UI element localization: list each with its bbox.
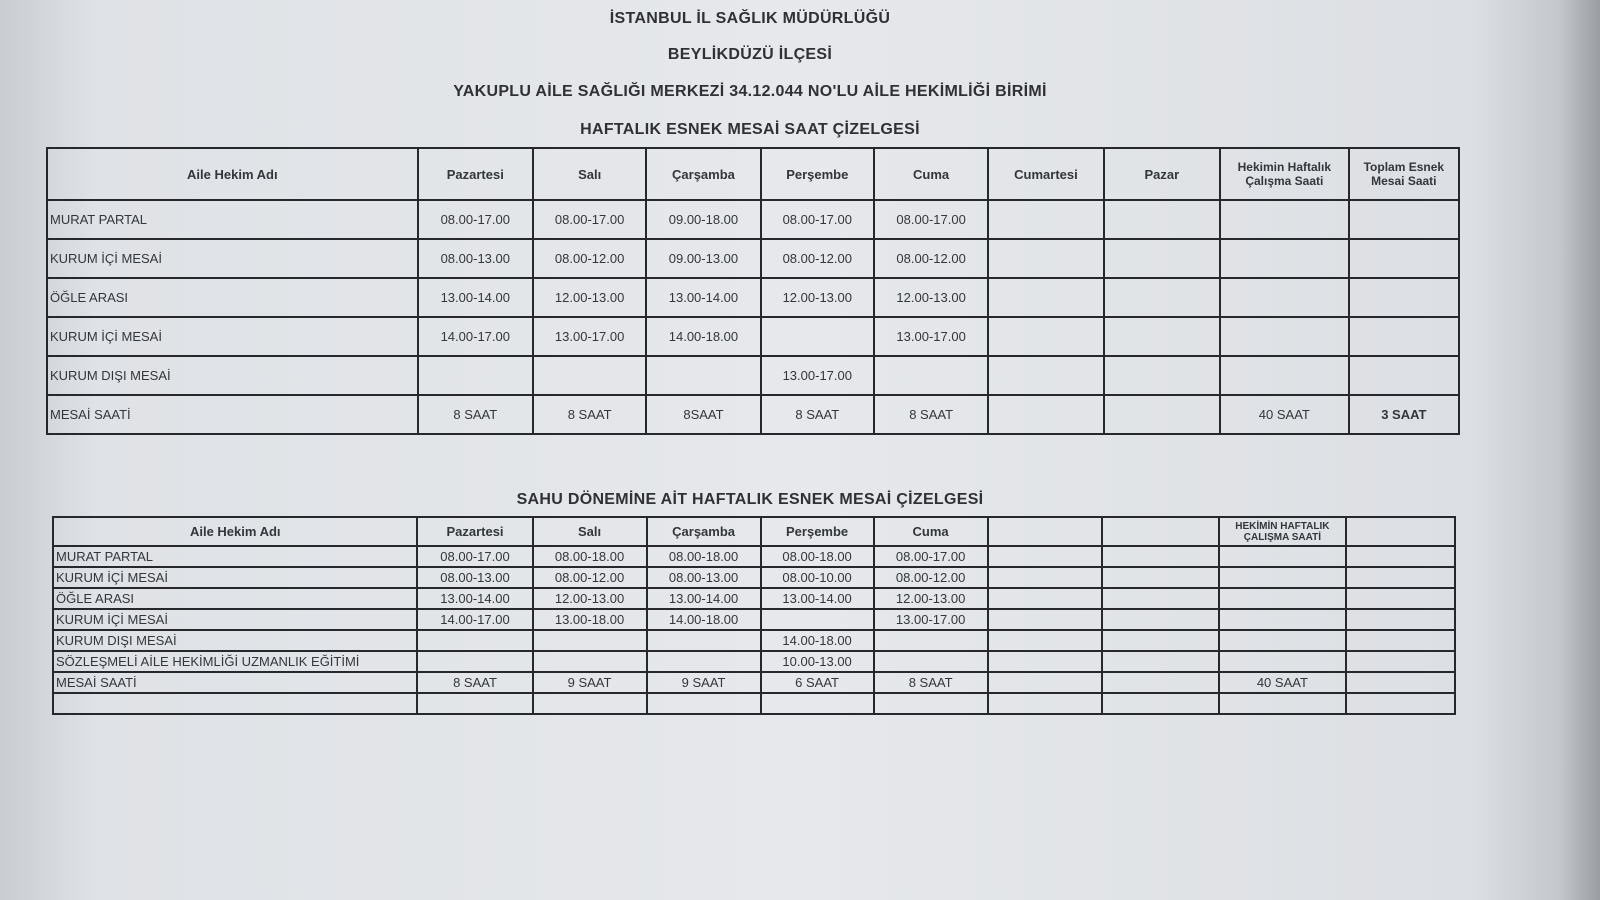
- table-cell: 13.00-17.00: [761, 356, 874, 395]
- table-cell: 8 SAAT: [761, 395, 874, 434]
- table-cell: 13.00-17.00: [533, 317, 646, 356]
- table1-header-cell: Çarşamba: [646, 148, 760, 200]
- table-cell: 08.00-13.00: [647, 567, 761, 588]
- table-cell: [874, 630, 988, 651]
- table-cell: 14.00-17.00: [417, 609, 532, 630]
- table1-header-cell: Hekimin Haftalık Çalışma Saati: [1220, 148, 1349, 200]
- table-cell: [1104, 200, 1220, 239]
- table-row: [53, 546, 1455, 567]
- table-cell: [418, 356, 533, 395]
- table1-header-cell: Toplam Esnek Mesai Saati: [1349, 148, 1459, 200]
- table-cell: 08.00-13.00: [418, 239, 533, 278]
- table-cell: [647, 651, 761, 672]
- table-cell: [988, 567, 1102, 588]
- row-label: KURUM İÇİ MESAİ: [47, 239, 418, 278]
- row-label: KURUM İÇİ MESAİ: [53, 567, 417, 588]
- table-cell: [1102, 630, 1219, 651]
- table1-header-cell: Salı: [533, 148, 646, 200]
- table-cell: [1346, 546, 1455, 567]
- table-row: [53, 567, 1455, 588]
- table-cell: 12.00-13.00: [533, 588, 647, 609]
- table-cell: [1220, 239, 1349, 278]
- row-label: MESAİ SAATİ: [47, 395, 418, 434]
- table1-header-cell: Pazar: [1104, 148, 1220, 200]
- table-cell: 08.00-17.00: [761, 200, 874, 239]
- table-cell: [1220, 317, 1349, 356]
- table-cell: 8 SAAT: [533, 395, 646, 434]
- table-cell: [1346, 651, 1455, 672]
- table-cell: [1346, 630, 1455, 651]
- table-cell: [1104, 395, 1220, 434]
- table-cell: 08.00-17.00: [874, 200, 988, 239]
- table-cell: 8 SAAT: [874, 395, 988, 434]
- table-cell: 08.00-17.00: [417, 546, 532, 567]
- table-cell: [1349, 356, 1459, 395]
- table1-body: [47, 200, 1459, 434]
- table-cell: [1219, 588, 1346, 609]
- table-cell: [1102, 567, 1219, 588]
- table-cell: [533, 693, 647, 714]
- sahu-schedule-title: SAHU DÖNEMİNE AİT HAFTALIK ESNEK MESAİ ÇİZELGESİ: [516, 491, 984, 508]
- table-cell: [988, 588, 1102, 609]
- table-cell: 14.00-17.00: [418, 317, 533, 356]
- table-cell: [647, 630, 761, 651]
- table-cell: 6 SAAT: [761, 672, 874, 693]
- table-cell: [761, 317, 874, 356]
- table2-header-cell: [1346, 517, 1455, 546]
- table-cell: 12.00-13.00: [874, 278, 988, 317]
- table-cell: 08.00-13.00: [417, 567, 532, 588]
- table-row: [53, 630, 1455, 651]
- table-cell: 8SAAT: [646, 395, 760, 434]
- table2-header-cell: Aile Hekim Adı: [53, 517, 417, 546]
- table-cell: 08.00-18.00: [647, 546, 761, 567]
- table-cell: [988, 317, 1103, 356]
- table-cell: [533, 356, 646, 395]
- table-cell: 08.00-10.00: [761, 567, 874, 588]
- table-cell: [1102, 588, 1219, 609]
- table-row: [47, 317, 1459, 356]
- row-label: KURUM İÇİ MESAİ: [53, 609, 417, 630]
- table-cell: 08.00-12.00: [533, 239, 646, 278]
- table-cell: [647, 693, 761, 714]
- schedule-title: HAFTALIK ESNEK MESAİ SAAT ÇİZELGESİ: [580, 121, 920, 138]
- table-cell: [988, 693, 1102, 714]
- table-cell: [988, 200, 1103, 239]
- row-label: KURUM İÇİ MESAİ: [47, 317, 418, 356]
- weekly-schedule-table: [46, 147, 1460, 435]
- table-cell: 08.00-17.00: [533, 200, 646, 239]
- table2-header-cell: Salı: [533, 517, 647, 546]
- table-cell: [988, 239, 1103, 278]
- table-cell: [1104, 317, 1220, 356]
- table-cell: 12.00-13.00: [533, 278, 646, 317]
- table-row: [47, 356, 1459, 395]
- table-cell: 09.00-13.00: [646, 239, 760, 278]
- table2-header-cell: Cuma: [874, 517, 988, 546]
- table2-header-cell: Perşembe: [761, 517, 874, 546]
- table-cell: 08.00-17.00: [418, 200, 533, 239]
- table-cell: [988, 672, 1102, 693]
- table-cell: [1102, 609, 1219, 630]
- table-cell: 10.00-13.00: [761, 651, 874, 672]
- table1-header: [47, 148, 1459, 200]
- table-cell: 08.00-12.00: [533, 567, 647, 588]
- table-cell: [1102, 651, 1219, 672]
- table-row: [53, 609, 1455, 630]
- table-cell: 13.00-14.00: [646, 278, 760, 317]
- table2-header-cell: Pazartesi: [417, 517, 532, 546]
- table2-body: [53, 546, 1455, 714]
- table-row: [53, 672, 1455, 693]
- table-cell: [1346, 567, 1455, 588]
- row-label: KURUM DIŞI MESAİ: [47, 356, 418, 395]
- district-title: BEYLİKDÜZÜ İLÇESİ: [667, 46, 833, 63]
- table1-header-cell: Cumartesi: [988, 148, 1103, 200]
- row-label: ÖĞLE ARASI: [47, 278, 418, 317]
- table-cell: [1346, 588, 1455, 609]
- table-cell: [1349, 278, 1459, 317]
- sahu-schedule-table: [52, 516, 1456, 715]
- table-cell: 13.00-18.00: [533, 609, 647, 630]
- table-cell: [1349, 317, 1459, 356]
- table-cell: 3 SAAT: [1349, 395, 1459, 434]
- table-cell: 08.00-12.00: [761, 239, 874, 278]
- table-cell: 40 SAAT: [1220, 395, 1349, 434]
- table-row: [47, 200, 1459, 239]
- table-cell: [417, 630, 532, 651]
- table-row: [53, 588, 1455, 609]
- table-cell: [1219, 630, 1346, 651]
- row-label: MURAT PARTAL: [53, 546, 417, 567]
- table-cell: [533, 630, 647, 651]
- table-row: [53, 693, 1455, 714]
- table-cell: [1102, 693, 1219, 714]
- table-cell: 13.00-14.00: [417, 588, 532, 609]
- table-cell: 09.00-18.00: [646, 200, 760, 239]
- table-cell: [1220, 200, 1349, 239]
- table-cell: [646, 356, 760, 395]
- table2-header-cell: [988, 517, 1102, 546]
- table-cell: 14.00-18.00: [647, 609, 761, 630]
- table2-header-cell: Çarşamba: [647, 517, 761, 546]
- table1-header-cell: Aile Hekim Adı: [47, 148, 418, 200]
- table-cell: [988, 395, 1103, 434]
- table-cell: 8 SAAT: [874, 672, 988, 693]
- table-cell: 08.00-12.00: [874, 567, 988, 588]
- row-label: KURUM DIŞI MESAİ: [53, 630, 417, 651]
- table-cell: 13.00-14.00: [761, 588, 874, 609]
- table-cell: [1346, 693, 1455, 714]
- row-label: [53, 693, 417, 714]
- table-cell: [988, 546, 1102, 567]
- table-cell: [1346, 672, 1455, 693]
- table-row: [47, 278, 1459, 317]
- table-cell: [1104, 356, 1220, 395]
- table-cell: [988, 630, 1102, 651]
- table-row: [53, 651, 1455, 672]
- table-cell: [1220, 356, 1349, 395]
- table-cell: [761, 609, 874, 630]
- row-label: SÖZLEŞMELİ AİLE HEKİMLİĞİ UZMANLIK EĞİTİMİ: [53, 651, 417, 672]
- row-label: MURAT PARTAL: [47, 200, 418, 239]
- table-cell: 14.00-18.00: [761, 630, 874, 651]
- table-cell: [988, 356, 1103, 395]
- table-cell: 8 SAAT: [417, 672, 532, 693]
- table-cell: [1220, 278, 1349, 317]
- table-cell: [1219, 651, 1346, 672]
- table-cell: 12.00-13.00: [874, 588, 988, 609]
- table-row: [47, 239, 1459, 278]
- table-cell: [1349, 200, 1459, 239]
- table-cell: 9 SAAT: [647, 672, 761, 693]
- table-cell: 9 SAAT: [533, 672, 647, 693]
- table-cell: [874, 693, 988, 714]
- row-label: MESAİ SAATİ: [53, 672, 417, 693]
- ministry-title: İSTANBUL İL SAĞLIK MÜDÜRLÜĞÜ: [609, 10, 891, 27]
- unit-title: YAKUPLU AİLE SAĞLIĞI MERKEZİ 34.12.044 NO'LU AİLE HEKİMLİĞİ BİRİMİ: [453, 83, 1047, 100]
- table-cell: [533, 651, 647, 672]
- table-cell: [761, 693, 874, 714]
- table-cell: [1349, 239, 1459, 278]
- table-row: [47, 395, 1459, 434]
- table-cell: 13.00-14.00: [418, 278, 533, 317]
- table-cell: 13.00-17.00: [874, 609, 988, 630]
- table1-header-cell: Perşembe: [761, 148, 874, 200]
- table-cell: 14.00-18.00: [646, 317, 760, 356]
- table-cell: [874, 651, 988, 672]
- table-cell: 08.00-12.00: [874, 239, 988, 278]
- table-cell: [1219, 567, 1346, 588]
- table-cell: 13.00-17.00: [874, 317, 988, 356]
- table-cell: [1219, 546, 1346, 567]
- table-cell: [1102, 546, 1219, 567]
- table-cell: [417, 651, 532, 672]
- table-cell: [1219, 693, 1346, 714]
- table-cell: 08.00-18.00: [761, 546, 874, 567]
- table-cell: [1104, 278, 1220, 317]
- table-cell: [1219, 609, 1346, 630]
- table-cell: 8 SAAT: [418, 395, 533, 434]
- table-cell: [874, 356, 988, 395]
- table2-header: [53, 517, 1455, 546]
- table1-header-cell: Cuma: [874, 148, 988, 200]
- table-cell: [1104, 239, 1220, 278]
- table-cell: 08.00-17.00: [874, 546, 988, 567]
- table1-header-cell: Pazartesi: [418, 148, 533, 200]
- table-cell: 40 SAAT: [1219, 672, 1346, 693]
- table2-header-cell: HEKİMİN HAFTALIK ÇALIŞMA SAATİ: [1219, 517, 1346, 546]
- table-cell: [1346, 609, 1455, 630]
- table-cell: 08.00-18.00: [533, 546, 647, 567]
- page-edge-shadow: [1560, 0, 1600, 900]
- table-cell: [988, 278, 1103, 317]
- table-cell: [417, 693, 532, 714]
- table-cell: 12.00-13.00: [761, 278, 874, 317]
- table-cell: [988, 609, 1102, 630]
- table2-header-cell: [1102, 517, 1219, 546]
- table-cell: [988, 651, 1102, 672]
- table-cell: [1102, 672, 1219, 693]
- table-cell: 13.00-14.00: [647, 588, 761, 609]
- row-label: ÖĞLE ARASI: [53, 588, 417, 609]
